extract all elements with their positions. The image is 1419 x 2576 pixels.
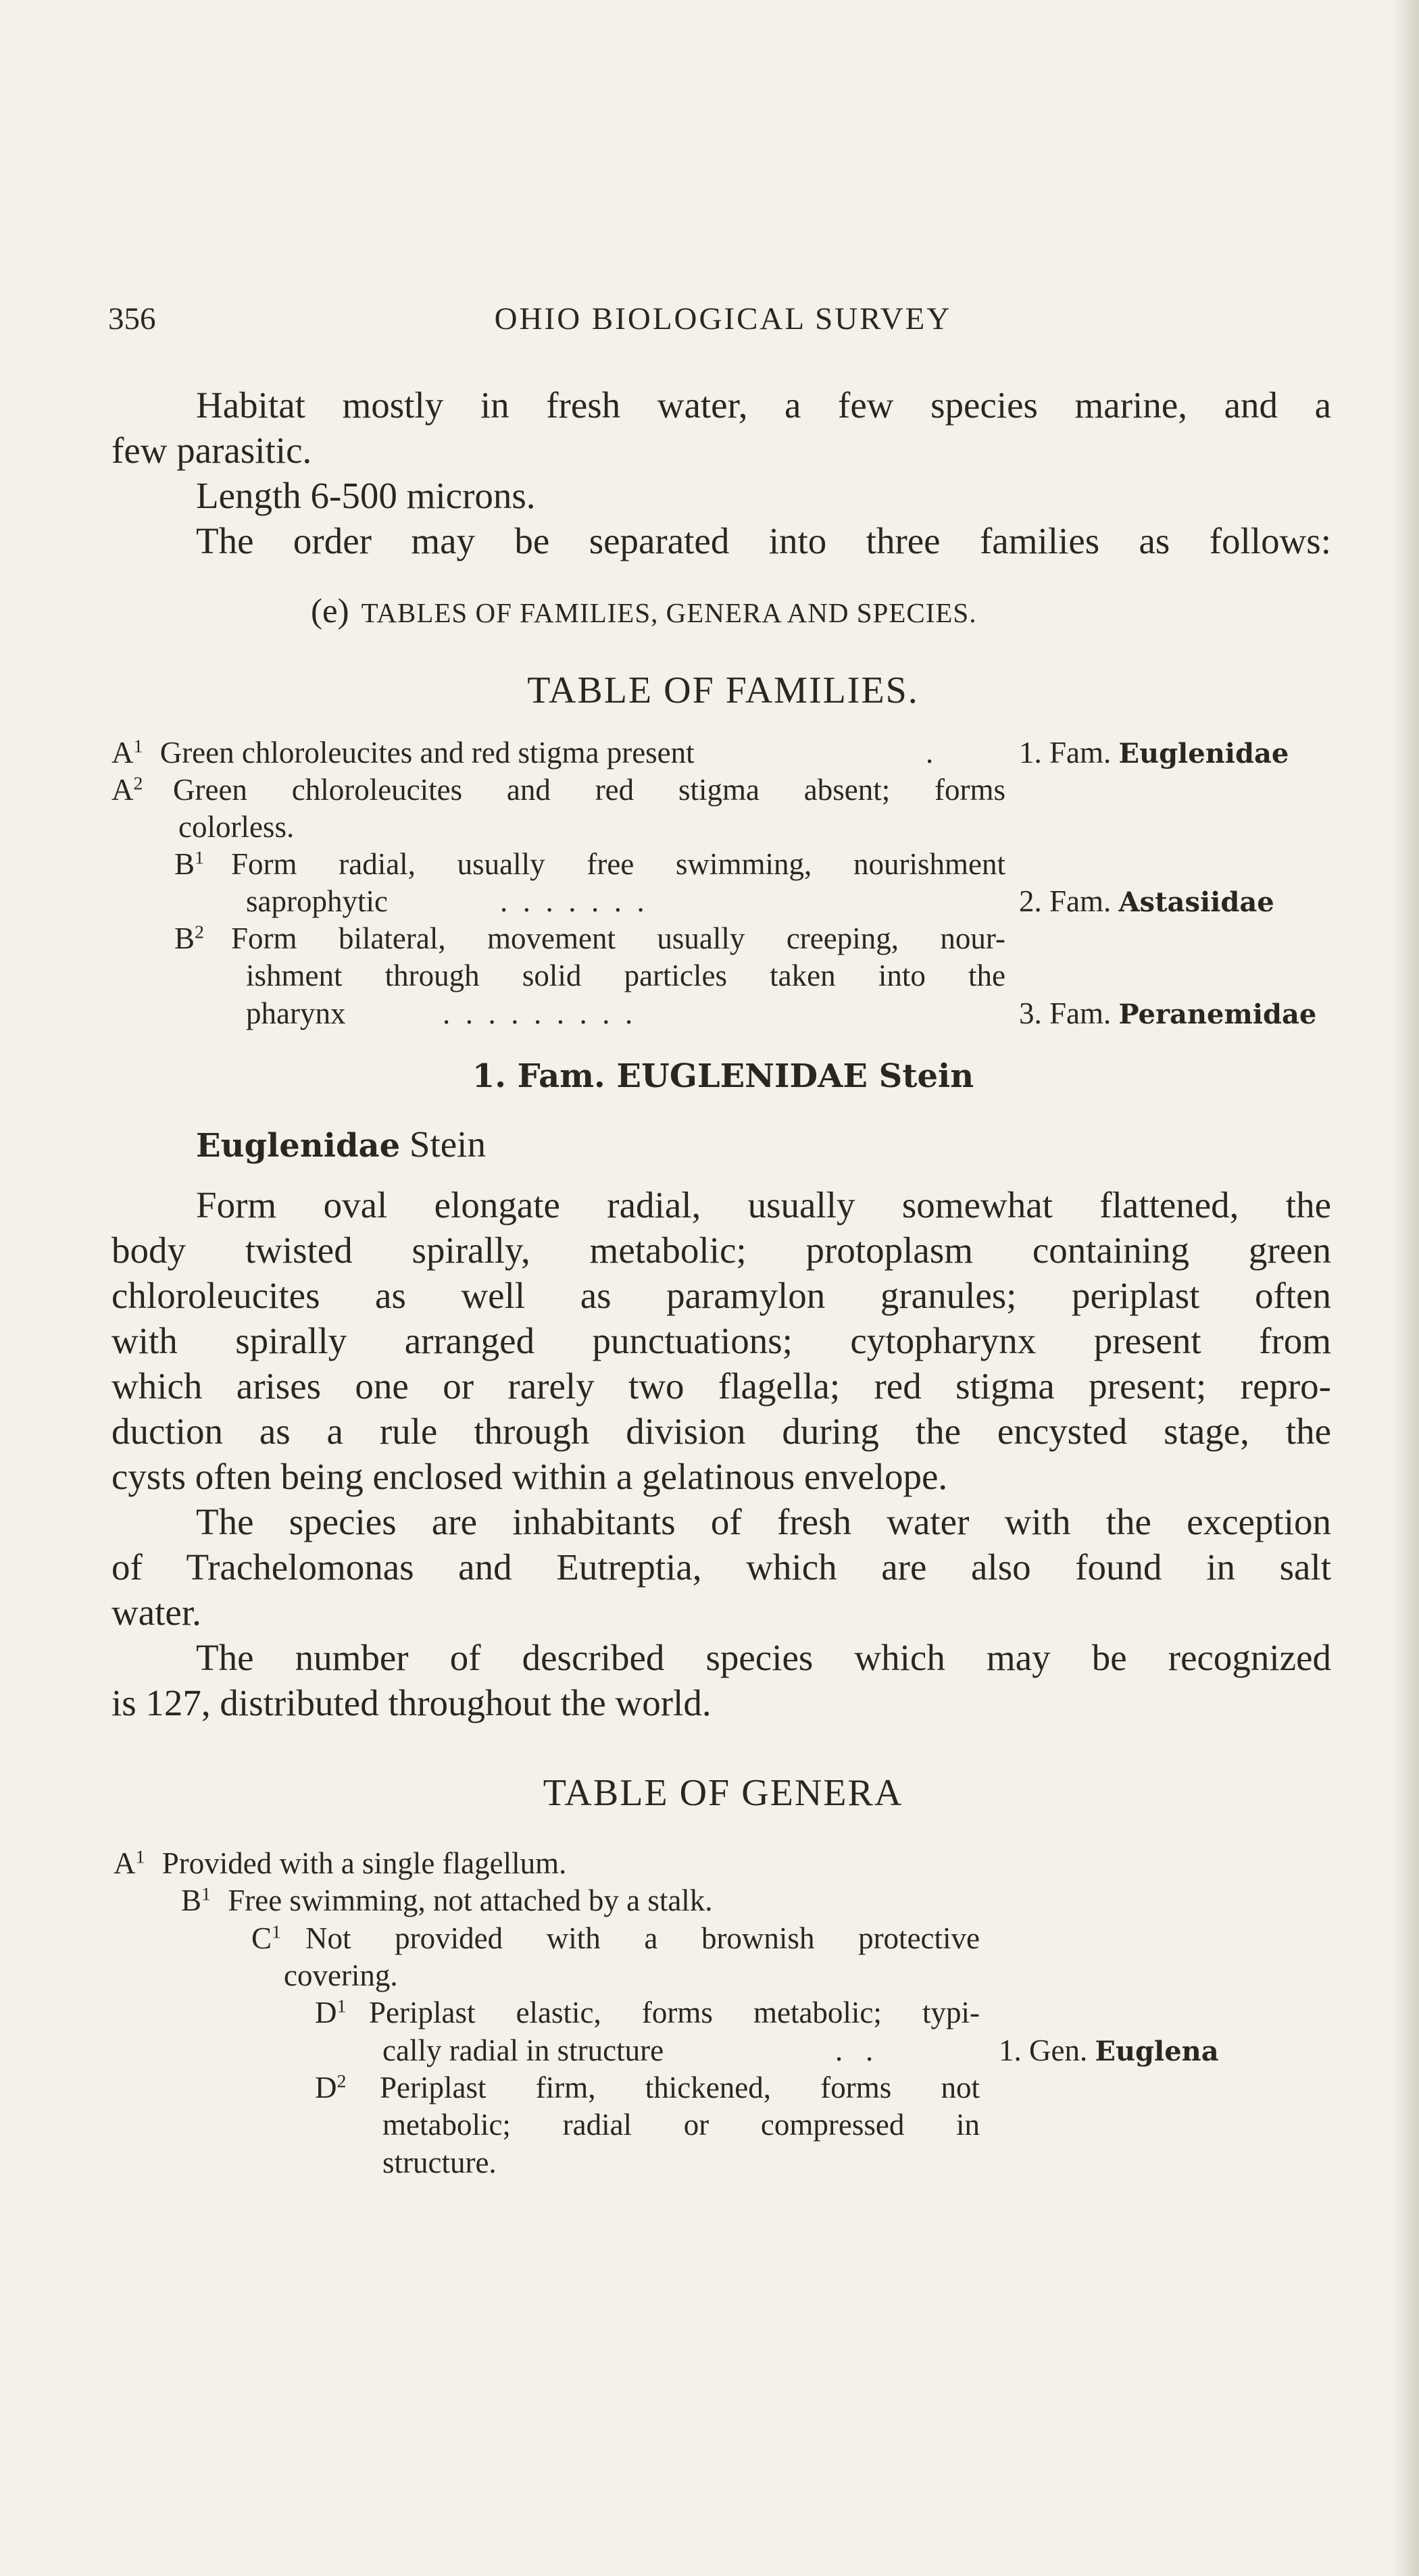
- key-letter: A: [111, 773, 134, 807]
- result-prefix: 1. Fam.: [1019, 736, 1112, 769]
- section-e-marker: (e): [311, 592, 349, 630]
- key-text: Green chloroleucites and red stigma present: [159, 736, 695, 769]
- genera-key-c1-text-2: covering.: [284, 1959, 398, 1992]
- families-key-a2-text-1: Green chloroleucites and red stigma absent; forms: [173, 773, 1005, 807]
- genera-key-a1: [114, 1846, 566, 1881]
- families-key-b2-label: [174, 921, 204, 956]
- result-name: Peranemidae: [1118, 999, 1317, 1030]
- key-leader-dots: . . . . . . . . .: [443, 996, 633, 1030]
- families-key-b2-text-2: ishment through solid particles taken into the: [246, 959, 1005, 992]
- result-name: Euglena: [1095, 2036, 1219, 2067]
- key-leader-dots: . . . . . . .: [500, 884, 645, 918]
- result-prefix: 1. Gen.: [999, 2034, 1088, 2067]
- section-e-heading: [311, 592, 976, 631]
- key-leader-dots: . .: [835, 2034, 874, 2067]
- key-superscript: 1: [195, 847, 204, 869]
- family-subheading: [196, 1123, 486, 1165]
- key-letter: A: [111, 736, 134, 769]
- genera-key-b1: [181, 1883, 713, 1918]
- families-result-b2: [1019, 996, 1316, 1031]
- description-line: chloroleucites as well as paramylon granules; periplast often: [111, 1275, 1331, 1316]
- family-heading: 1. Fam. EUGLENIDAE Stein: [472, 1057, 974, 1095]
- description-line: with spirally arranged punctuations; cytopharynx present from: [111, 1320, 1331, 1361]
- families-table-title: TABLE OF FAMILIES.: [527, 670, 919, 711]
- genera-key-d1-label: [315, 1995, 346, 2030]
- key-superscript: 2: [195, 921, 204, 943]
- intro-order-separation: The order may be separated into three families as follows:: [196, 520, 1331, 561]
- key-letter: B: [174, 921, 195, 955]
- key-leader-dot: .: [926, 736, 934, 769]
- habitat-line: of Trachelomonas and Eutreptia, which are also found in salt: [111, 1546, 1331, 1588]
- species-count-line: is 127, distributed throughout the world.: [111, 1682, 712, 1723]
- section-e-title: TABLES OF FAMILIES, GENERA AND SPECIES.: [361, 597, 977, 628]
- intro-length: Length 6-500 microns.: [196, 475, 536, 516]
- families-key-a2-text-2: colorless.: [178, 810, 295, 844]
- families-result-b1: [1019, 884, 1274, 919]
- families-key-a2-label: [111, 772, 143, 807]
- families-key-a1: [111, 735, 695, 770]
- genera-key-d2-label: [315, 2070, 346, 2105]
- habitat-line: The species are inhabitants of fresh water with the exception: [196, 1501, 1331, 1542]
- key-letter: B: [181, 1884, 202, 1917]
- key-superscript: 1: [272, 1921, 281, 1943]
- key-text: Free swimming, not attached by a stalk.: [228, 1884, 713, 1917]
- description-line: cysts often being enclosed within a gelatinous envelope.: [111, 1456, 948, 1497]
- running-title: OHIO BIOLOGICAL SURVEY: [494, 301, 952, 336]
- genera-key-c1-label: [251, 1921, 281, 1956]
- genera-table-title: TABLE OF GENERA: [543, 1772, 903, 1814]
- key-letter: C: [251, 1921, 272, 1955]
- families-result-a1: [1019, 735, 1289, 770]
- families-key-b2-text-3: pharynx: [246, 996, 346, 1030]
- description-line: body twisted spirally, metabolic; protoplasm containing green: [111, 1230, 1331, 1271]
- description-line: duction as a rule through division during the encysted stage, the: [111, 1411, 1331, 1452]
- key-text: Provided with a single flagellum.: [161, 1846, 567, 1880]
- families-key-b1-label: [174, 847, 204, 882]
- genera-key-d2-text-2: metabolic; radial or compressed in: [382, 2108, 980, 2142]
- result-prefix: 2. Fam.: [1019, 884, 1112, 918]
- key-superscript: 1: [337, 1996, 347, 2017]
- key-letter: A: [114, 1846, 136, 1880]
- family-subheading-author: Stein: [400, 1123, 486, 1165]
- key-letter: B: [174, 847, 195, 881]
- intro-habitat-line-1: Habitat mostly in fresh water, a few species marine, and a: [196, 384, 1331, 426]
- genera-key-d2-text-3: structure.: [382, 2146, 497, 2179]
- page-number: 356: [108, 301, 156, 336]
- key-superscript: 1: [133, 736, 143, 757]
- key-letter: D: [315, 1996, 337, 2029]
- page-edge-shadow: [1392, 0, 1419, 2576]
- genera-key-c1-text-1: Not provided with a brownish protective: [305, 1921, 980, 1955]
- habitat-line: water.: [111, 1592, 201, 1633]
- intro-habitat-line-2: few parasitic.: [111, 430, 312, 471]
- genera-key-d1-text-1: Periplast elastic, forms metabolic; typi-: [369, 1996, 980, 2029]
- genera-key-d2-text-1: Periplast firm, thickened, forms not: [380, 2071, 980, 2104]
- species-count-line: The number of described species which may be recognized: [196, 1637, 1331, 1678]
- family-subheading-name: Euglenidae: [196, 1127, 401, 1165]
- result-name: Astasiidae: [1118, 886, 1274, 918]
- genera-result-d1: [999, 2033, 1219, 2068]
- genera-key-d1-text-2: cally radial in structure: [382, 2034, 664, 2067]
- key-superscript: 2: [337, 2071, 347, 2092]
- key-letter: D: [315, 2071, 337, 2104]
- result-prefix: 3. Fam.: [1019, 996, 1112, 1030]
- families-key-b1-text-1: Form radial, usually free swimming, nourishment: [231, 847, 1005, 881]
- families-key-b1-text-2: saprophytic: [246, 884, 388, 918]
- description-line: which arises one or rarely two flagella; red stigma present; repro-: [111, 1365, 1331, 1407]
- key-superscript: 2: [133, 773, 143, 794]
- key-superscript: 1: [135, 1846, 145, 1868]
- result-name: Euglenidae: [1118, 738, 1289, 769]
- description-line: Form oval elongate radial, usually somewhat flattened, the: [196, 1184, 1331, 1226]
- key-superscript: 1: [201, 1884, 211, 1905]
- families-key-b2-text-1: Form bilateral, movement usually creeping, nour-: [231, 921, 1005, 955]
